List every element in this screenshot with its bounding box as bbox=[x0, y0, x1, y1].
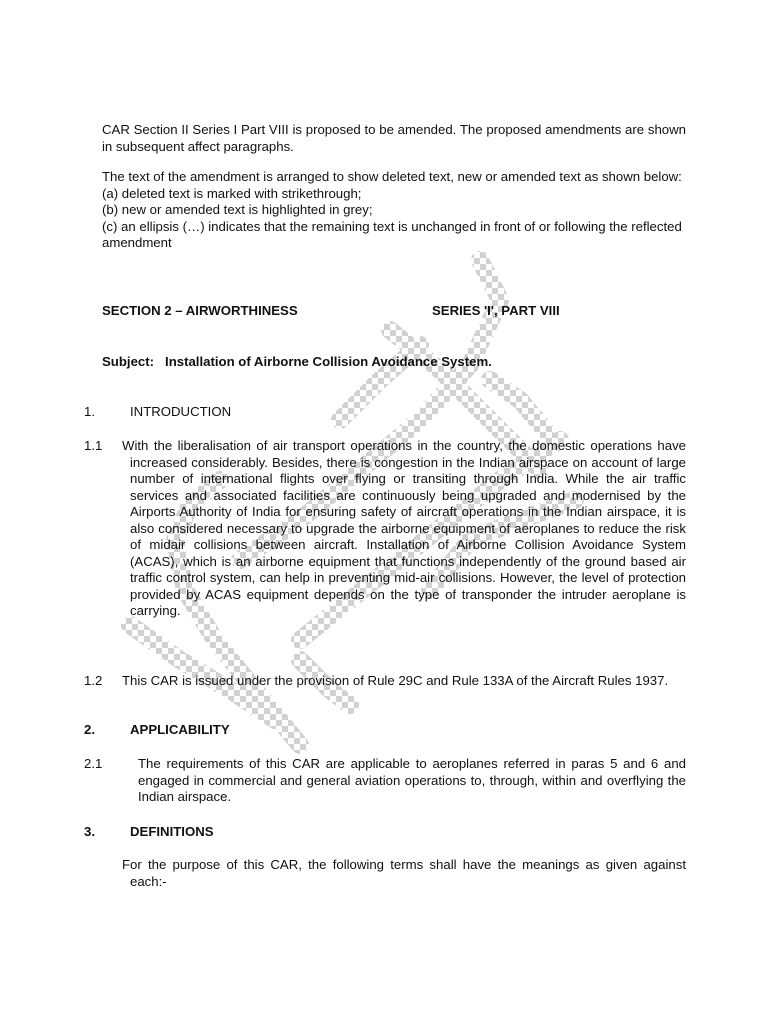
para-1-2-number: 1.2 bbox=[84, 673, 103, 688]
section-1-number: 1. bbox=[84, 404, 95, 419]
section-2-title: APPLICABILITY bbox=[130, 722, 230, 737]
para-2-1-text: The requirements of this CAR are applicable to aeroplanes referred in paras 5 and 6 and engaged in commercial and general aviation operations to, through, within and overflying the Indian airspace. bbox=[138, 756, 686, 804]
series-heading: SERIES 'I', PART VIII bbox=[432, 303, 560, 318]
para-3-text: For the purpose of this CAR, the following terms shall have the meanings as given against each:- bbox=[122, 857, 686, 889]
section-3-number: 3. bbox=[84, 824, 95, 839]
arrangement-text: The text of the amendment is arranged to show deleted text, new or amended text as shown below: bbox=[102, 169, 682, 184]
subject-text: Installation of Airborne Collision Avoidance System. bbox=[165, 354, 492, 369]
para-1-2-text: This CAR is issued under the provision of Rule 29C and Rule 133A of the Aircraft Rules 1937. bbox=[122, 673, 669, 688]
preamble-intro-text: CAR Section II Series I Part VIII is proposed to be amended. The proposed amendments are shown in subsequent affect paragraphs. bbox=[102, 122, 686, 154]
section-2-number: 2. bbox=[84, 722, 95, 737]
para-1-1-text: With the liberalisation of air transport operations in the country, the domestic operations have increased considerably. Besides, there is congestion in the Indian airspace on account of large number of international flights over flying or transiting through India. While the air traffic services and associated facilities are continuously being upgraded and modernised by the Airports Authority of India for ensuring safety of aircraft operations in the Indian airspace, it is also considered necessary to upgrade the airborne equipment of aeroplanes to reduce the risk of midair collisions between aircraft. Installation of Airborne Collision Avoidance System (ACAS), which is an airborne equipment that functions independently of the ground based air traffic control system, can help in preventing mid-air collisions. However, the level of protection provided by ACAS equipment depends on the type of transponder the intruder aeroplane is carrying. bbox=[122, 438, 686, 618]
para-1-2 bbox=[122, 673, 686, 690]
section-3-title: DEFINITIONS bbox=[130, 824, 214, 839]
preamble-intro bbox=[102, 122, 686, 155]
legend-item-b: (b) new or amended text is highlighted in grey; bbox=[102, 202, 373, 217]
para-1-1 bbox=[122, 438, 686, 620]
legend-item-a: (a) deleted text is marked with strikethrough; bbox=[102, 185, 362, 201]
para-1-1-number: 1.1 bbox=[84, 438, 103, 453]
para-2-1 bbox=[138, 756, 686, 806]
legend-item-c: (c) an ellipsis (…) indicates that the remaining text is unchanged in front of or following the reflected amendment bbox=[102, 218, 682, 250]
subject-line bbox=[102, 354, 702, 371]
amendment-legend bbox=[102, 169, 686, 252]
subject-label: Subject: bbox=[102, 354, 155, 369]
para-3 bbox=[122, 857, 686, 890]
section-1-title: INTRODUCTION bbox=[130, 404, 232, 419]
section-heading: SECTION 2 – AIRWORTHINESS bbox=[102, 303, 298, 318]
para-2-1-number: 2.1 bbox=[84, 756, 103, 771]
